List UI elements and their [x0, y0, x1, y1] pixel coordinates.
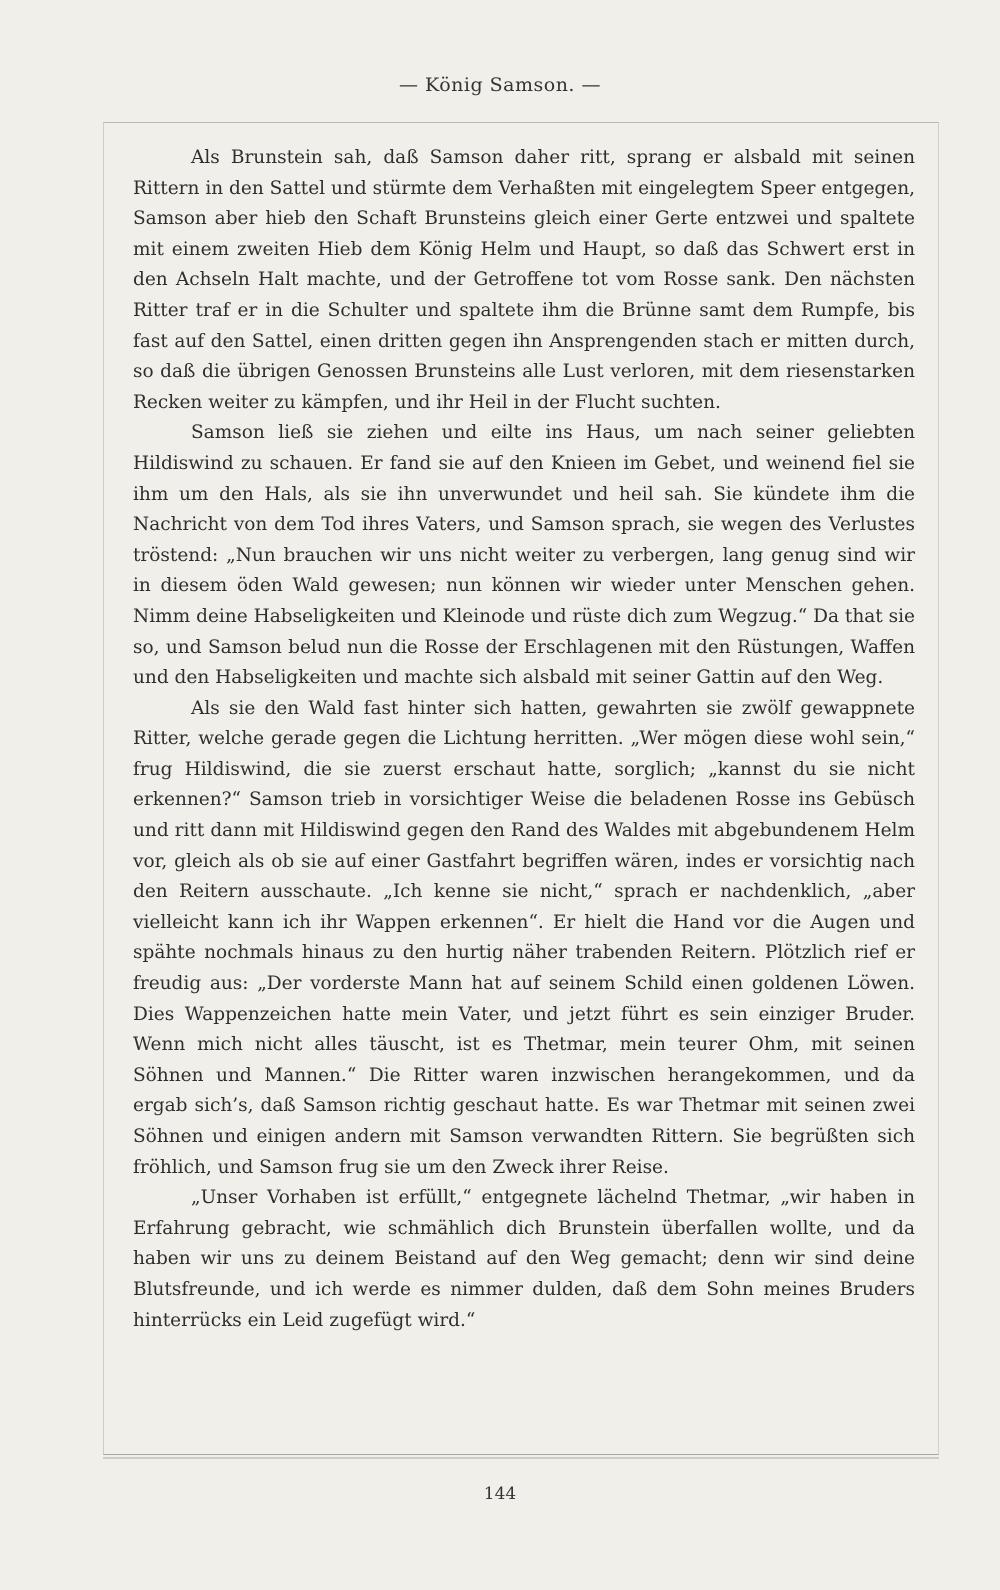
running-title: — König Samson. —: [398, 74, 602, 96]
paragraph: Als Brunstein sah, daß Samson daher ritt, sprang er alsbald mit seinen Rittern in den Sattel und stürmte dem Verhaßten mit eingelegtem Speer entgegen, Samson aber hieb den Schaft Brunsteins gleich einer Gerte entzwei und spaltete mit einem zweiten Hieb dem König Helm und Haupt, so daß das Schwert erst in den Achseln Halt machte, und der Getroffene tot vom Rosse sank. Den nächsten Ritter traf er in die Schulter und spaltete ihm die Brünne samt dem Rumpfe, bis fast auf den Sattel, einen dritten gegen ihn Ansprengenden stach er mitten durch, so daß die übrigen Genossen Brunsteins alle Lust verloren, mit dem riesenstarken Recken weiter zu kämpfen, und ihr Heil in der Flucht suchten.: [133, 147, 915, 413]
body-text: [133, 143, 915, 1336]
paragraph: Samson ließ sie ziehen und eilte ins Haus, um nach seiner geliebten Hildiswind zu schauen. Er fand sie auf den Knieen im Gebet, und weinend fiel sie ihm um den Hals, als sie ihn unverwundet und heil sah. Sie kündete ihm die Nachricht von dem Tod ihres Vaters, und Samson sprach, sie wegen des Verlustes tröstend: „Nun brauchen wir uns nicht weiter zu verbergen, lang genug sind wir in diesem öden Wald gewesen; nun können wir wieder unter Menschen gehen. Nimm deine Habseligkeiten und Kleinode und rüste dich zum Wegzug.“ Da that sie so, und Samson belud nun die Rosse der Erschlagenen mit den Rüstungen, Waffen und den Habseligkeiten und machte sich alsbald mit seiner Gattin auf den Weg.: [133, 422, 915, 689]
frame-bottom-rule: [103, 1457, 939, 1459]
paragraph: Als sie den Wald fast hinter sich hatten, gewahrten sie zwölf gewappnete Ritter, welche gerade gegen die Lichtung herritten. „Wer mögen diese wohl sein,“ frug Hildiswind, die sie zuerst erschaut hatte, sorglich; „kannst du sie nicht erkennen?“ Samson trieb in vorsichtiger Weise die beladenen Rosse ins Gebüsch und ritt dann mit Hildiswind gegen den Rand des Waldes mit abgebundenem Helm vor, gleich als ob sie auf einer Gastfahrt begriffen wären, indes er vorsichtig nach den Reitern ausschaute. „Ich kenne sie nicht,“ sprach er nachdenklich, „aber vielleicht kann ich ihr Wappen erkennen“. Er hielt die Hand vor die Augen und spähte nochmals hinaus zu den hurtig näher trabenden Reitern. Plötzlich rief er freudig aus: „Der vorderste Mann hat auf seinem Schild einen goldenen Löwen. Dies Wappenzeichen hatte mein Vater, und jetzt führt es sein einziger Bruder. Wenn mich nicht alles täuscht, ist es Thetmar, mein teurer Ohm, mit seinen Söhnen und Mannen.“ Die Ritter waren inzwischen herangekommen, und da ergab sich’s, daß Samson richtig geschaut hatte. Es war Thetmar mit seinen zwei Söhnen und einigen andern mit Samson verwandten Rittern. Sie begrüßten sich fröhlich, und Samson frug sie um den Zweck ihrer Reise.: [133, 697, 915, 1178]
page-number: 144: [483, 1484, 517, 1504]
paragraph: „Unser Vorhaben ist erfüllt,“ entgegnete lächelnd Thetmar, „wir haben in Erfahrung gebracht, wie schmählich dich Brunstein überfallen wollte, und da haben wir uns zu deinem Beistand auf den Weg gemacht; denn wir sind deine Blutsfreunde, und ich werde es nimmer dulden, daß dem Sohn meines Bruders hinterrücks ein Leid zugefügt wird.“: [133, 1187, 915, 1331]
